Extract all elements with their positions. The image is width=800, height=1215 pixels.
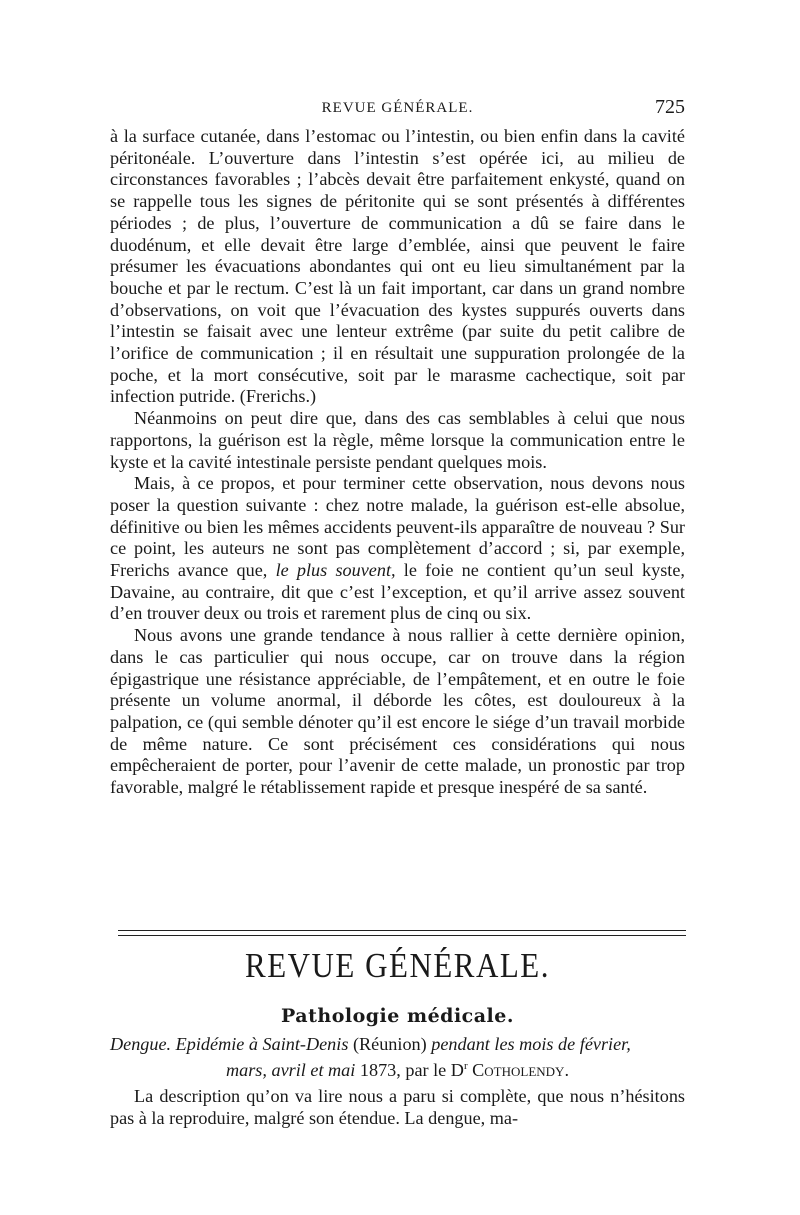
paragraph-2: Néanmoins on peut dire que, dans des cas semblables à celui que nous rapportons, la guérison est la règle, même lorsque la communication entre le kyste et la cavité intestinale persiste pendant quelques mois. — [110, 408, 685, 472]
running-title: REVUE GÉNÉRALE. — [321, 100, 474, 116]
paragraph-3-text-a: Mais, à ce propos, et pour terminer cette observation, nous devons nous poser la question suivante : chez notre malade, la guérison est-elle absolue, définitive ou bien les mêmes accidents peuvent-ils apparaître de nouveau ? Sur ce point, les auteurs ne sont pas complètement d’accord ; si, par exemple, Frerichs avance que, — [110, 473, 685, 581]
section-title: REVUE GÉNÉRALE. — [245, 945, 550, 986]
paragraph-3-emphasis: le plus souvent, — [275, 560, 396, 581]
article-body — [110, 126, 685, 799]
intro-paragraph: La description qu’on va lire nous a paru si complète, que nous n’hésitons pas à la reproduire, malgré son étendue. La dengue, ma- — [110, 1086, 685, 1128]
citation-topic: Dengue. — [110, 1034, 172, 1054]
citation-title-c: mars, avril et mai — [226, 1059, 356, 1080]
citation-author: Cotholendy. — [472, 1059, 569, 1080]
citation-title-b: pendant les mois de février, — [431, 1034, 631, 1054]
page-number: 725 — [655, 96, 685, 118]
divider-rule-bottom — [118, 935, 686, 936]
citation-year: 1873, — [359, 1059, 401, 1080]
paragraph-1: à la surface cutanée, dans l’estomac ou l’intestin, ou bien enfin dans la cavité péritonéale. L’ouverture dans l’intestin s’est opérée ici, au milieu de circonstances favorables ; l’abcès devait être parfaitement enkysté, quand on se rappelle tous les signes de péritonite qui se sont présentés à différentes périodes ; de plus, l’ouverture de communication a dû se faire dans le duodénum, et elle devait être large d’emblée, ainsi que peuvent le faire présumer les évacuations abondantes qui ont eu lieu simultanément par la bouche et par le rectum. C’est là un fait important, car dans un grand nombre d’observations, on voit que l’évacuation des kystes suppurés ouverts dans l’intestin se faisait avec une lenteur extrême (par suite du petit calibre de l’orifice de communication ; il en résultait une suppuration prolongée de la poche, et la mort consécutive, soit par le marasme cachectique, soit par infection putride. (Frerichs.) — [110, 126, 685, 407]
citation-title-a: Epidémie à Saint-Denis — [175, 1034, 349, 1054]
paragraph-3 — [110, 473, 685, 625]
paragraph-3-text-b: le foie ne contient qu’un seul kyste, Davaine, au contraire, dit que c’est l’exception, et qu’il arrive assez souvent d’en trouver deux ou trois et rarement plus de cinq ou six. — [110, 560, 685, 624]
citation-dr-sup: r — [463, 1059, 468, 1072]
article-citation — [110, 1034, 685, 1081]
citation-by: par le D — [405, 1059, 464, 1080]
running-header — [110, 96, 685, 122]
citation-place: (Réunion) — [352, 1034, 427, 1054]
divider-rule-top — [118, 930, 686, 931]
citation-line-2 — [110, 1056, 685, 1082]
subsection-title: Pathologie médicale. — [281, 1005, 514, 1027]
paragraph-4: Nous avons une grande tendance à nous rallier à cette dernière opinion, dans le cas particulier qui nous occupe, car on trouve dans la région épigastrique une résistance appréciable, de l’empâtement, et en outre le foie présente un volume anormal, il déborde les côtes, est douloureux à la palpation, ce (qui semble dénoter qu’il est encore le siége d’un travail morbide de même nature. Ce sont précisément ces considérations qui nous empêcheraient de porter, pour l’avenir de cette malade, un pronostic par trop favorable, malgré le rétablissement rapide et presque inespéré de sa santé. — [110, 625, 685, 798]
article-intro — [110, 1085, 685, 1129]
